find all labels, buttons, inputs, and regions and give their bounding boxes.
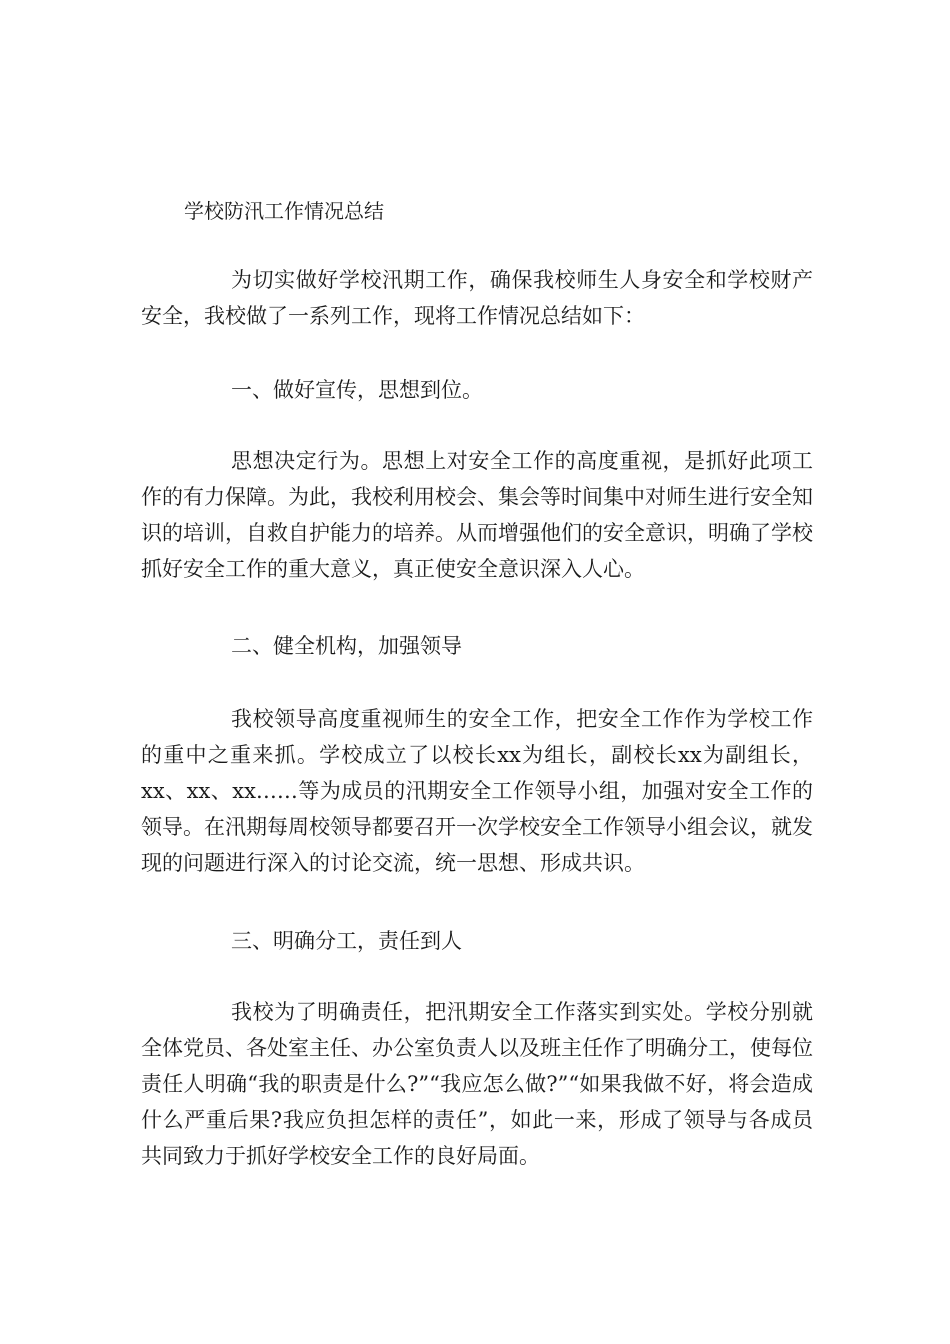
document-title: 学校防汛工作情况总结	[184, 199, 384, 223]
intro-paragraph: 为切实做好学校汛期工作，确保我校师生人身安全和学校财产安全，我校做了一系列工作，现将工作情况总结如下：	[141, 268, 813, 328]
section-3-heading: 三、明确分工，责任到人	[231, 929, 462, 953]
section-1-heading: 一、做好宣传，思想到位。	[231, 378, 483, 402]
section-2-heading: 二、健全机构，加强领导	[231, 634, 462, 658]
section-1-paragraph: 思想决定行为。思想上对安全工作的高度重视，是抓好此项工作的有力保障。为此，我校利用校会、集会等时间集中对师生进行安全知识的培训，自救自护能力的培养。从而增强他们的安全意识，明确了学校抓好安全工作的重大意义，真正使安全意识深入人心。	[141, 449, 813, 581]
section-2-paragraph: 我校领导高度重视师生的安全工作，把安全工作作为学校工作的重中之重来抓。学校成立了以校长xx为组长，副校长xx为副组长，xx、xx、xx……等为成员的汛期安全工作领导小组，加强对安全工作的领导。在汛期每周校领导都要召开一次学校安全工作领导小组会议，就发现的问题进行深入的讨论交流，统一思想、形成共识。	[141, 707, 813, 875]
section-3-paragraph: 我校为了明确责任，把汛期安全工作落实到实处。学校分别就全体党员、各处室主任、办公室负责人以及班主任作了明确分工，使每位责任人明确“我的职责是什么?”“我应怎么做?”“如果我做不好，将会造成什么严重后果?我应负担怎样的责任”，如此一来，形成了领导与各成员共同致力于抓好学校安全工作的良好局面。	[141, 1000, 813, 1168]
